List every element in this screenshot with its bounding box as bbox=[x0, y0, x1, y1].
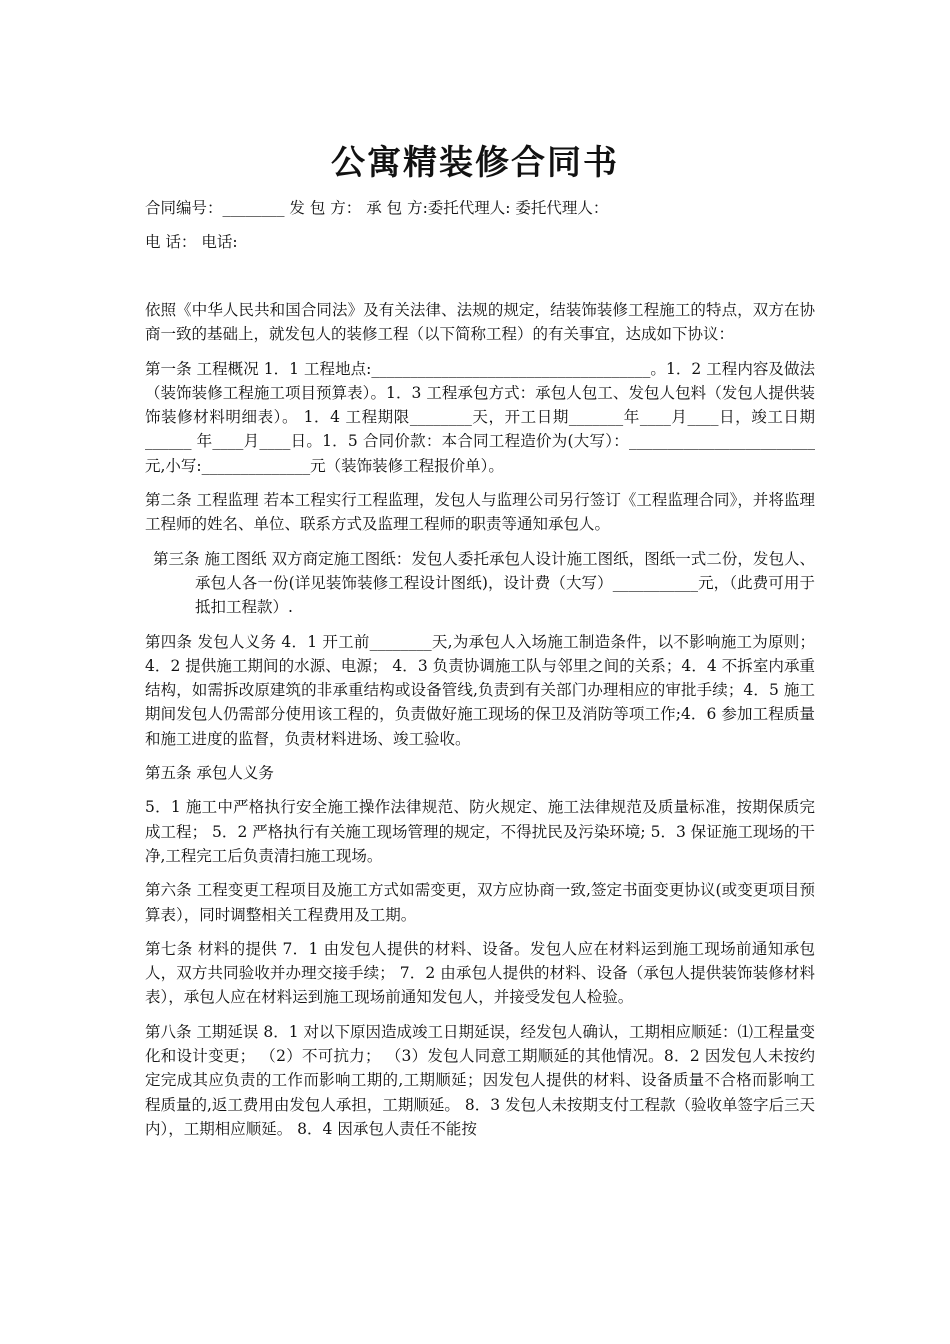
preamble-paragraph: 依照《中华人民共和国合同法》及有关法律、法规的规定，结装饰装修工程施工的特点，双方在协商一致的基础上，就发包人的装修工程（以下简称工程）的有关事宜，达成如下协议： bbox=[145, 301, 815, 344]
article-5-heading: 第五条 承包人义务 bbox=[145, 764, 274, 783]
article-3-drawings: 第三条 施工图纸 双方商定施工图纸：发包人委托承包人设计施工图纸，图纸一式二份，发包人、承包人各一份(详见装饰装修工程设计图纸)，设计费（大写）___________元，（此费可用于抵扣工程款）. bbox=[153, 549, 815, 617]
document-title: 公寓精装修合同书 bbox=[331, 143, 619, 183]
document-body bbox=[145, 196, 815, 1151]
article-4-owner-obligations: 第四条 发包人义务 4．1 开工前________天,为承包人入场施工制造条件，以不影响施工为原则；4．2 提供施工期间的水源、电源； 4．3 负责协调施工队与邻里之间的关系；4．4 不拆室内承重结构，如需拆改原建筑的非承重结构或设备管线,负责到有关部门办理相应的审批手续；4．5 施工期间发包人仍需部分使用该工程的，负责做好施工现场的保卫及消防等项工作;4．6 参加工程质量和施工进度的监督，负责材料进场、竣工验收。 bbox=[145, 632, 815, 748]
article-6-changes: 第六条 工程变更工程项目及施工方式如需变更，双方应协商一致,签定书面变更协议(或变更项目预算表），同时调整相关工程费用及工期。 bbox=[145, 881, 815, 924]
article-7-materials: 第七条 材料的提供 7．1 由发包人提供的材料、设备。发包人应在材料运到施工现场前通知承包人，双方共同验收并办理交接手续； 7．2 由承包人提供的材料、设备（承包人提供装饰装修材料表），承包人应在材料运到施工现场前通知发包人，并接受发包人检验。 bbox=[145, 939, 815, 1007]
article-2-supervision: 第二条 工程监理 若本工程实行工程监理，发包人与监理公司另行签订《工程监理合同》，并将监理工程师的姓名、单位、联系方式及监理工程师的职责等通知承包人。 bbox=[145, 491, 815, 534]
header-phone: 电 话： 电话: bbox=[145, 233, 238, 251]
header-contract-parties: 合同编号：________ 发 包 方： 承 包 方:委托代理人: 委托代理人： bbox=[145, 199, 609, 217]
article-1-project-overview: 第一条 工程概况 1．1 工程地点:____________________________________。1．2 工程内容及做法（装饰装修工程施工项目预算表）。1．3 工程承包方式：承包人包工、发包人包料（发包人提供装饰装修材料明细表）。 1．4 工程期限________天，开工日期_______年____月____日，竣工日期______ 年____月____日。1．5 合同价款：本合同工程造价为(大写）：________________________元,小写:______________元（装饰装修工程报价单）。 bbox=[145, 359, 815, 475]
article-5-contractor-obligations: 5．1 施工中严格执行安全施工操作法律规范、防火规定、施工法律规范及质量标准，按期保质完成工程； 5．2 严格执行有关施工现场管理的规定，不得扰民及污染环境; 5．3 保证施工现场的干净,工程完工后负责清扫施工现场。 bbox=[145, 798, 815, 865]
article-8-delays: 第八条 工期延误 8．1 对以下原因造成竣工日期延误，经发包人确认，工期相应顺延：⑴工程量变化和设计变更； （2）不可抗力； （3）发包人同意工期顺延的其他情况。8．2 因发包人未按约定完成其应负责的工作而影响工期的,工期顺延；因发包人提供的材料、设备质量不合格而影响工程质量的,返工费用由发包人承担，工期顺延。 8．3 发包人未按期支付工程款（验收单签字后三天内），工期相应顺延。 8．4 因承包人责任不能按 bbox=[145, 1022, 816, 1138]
